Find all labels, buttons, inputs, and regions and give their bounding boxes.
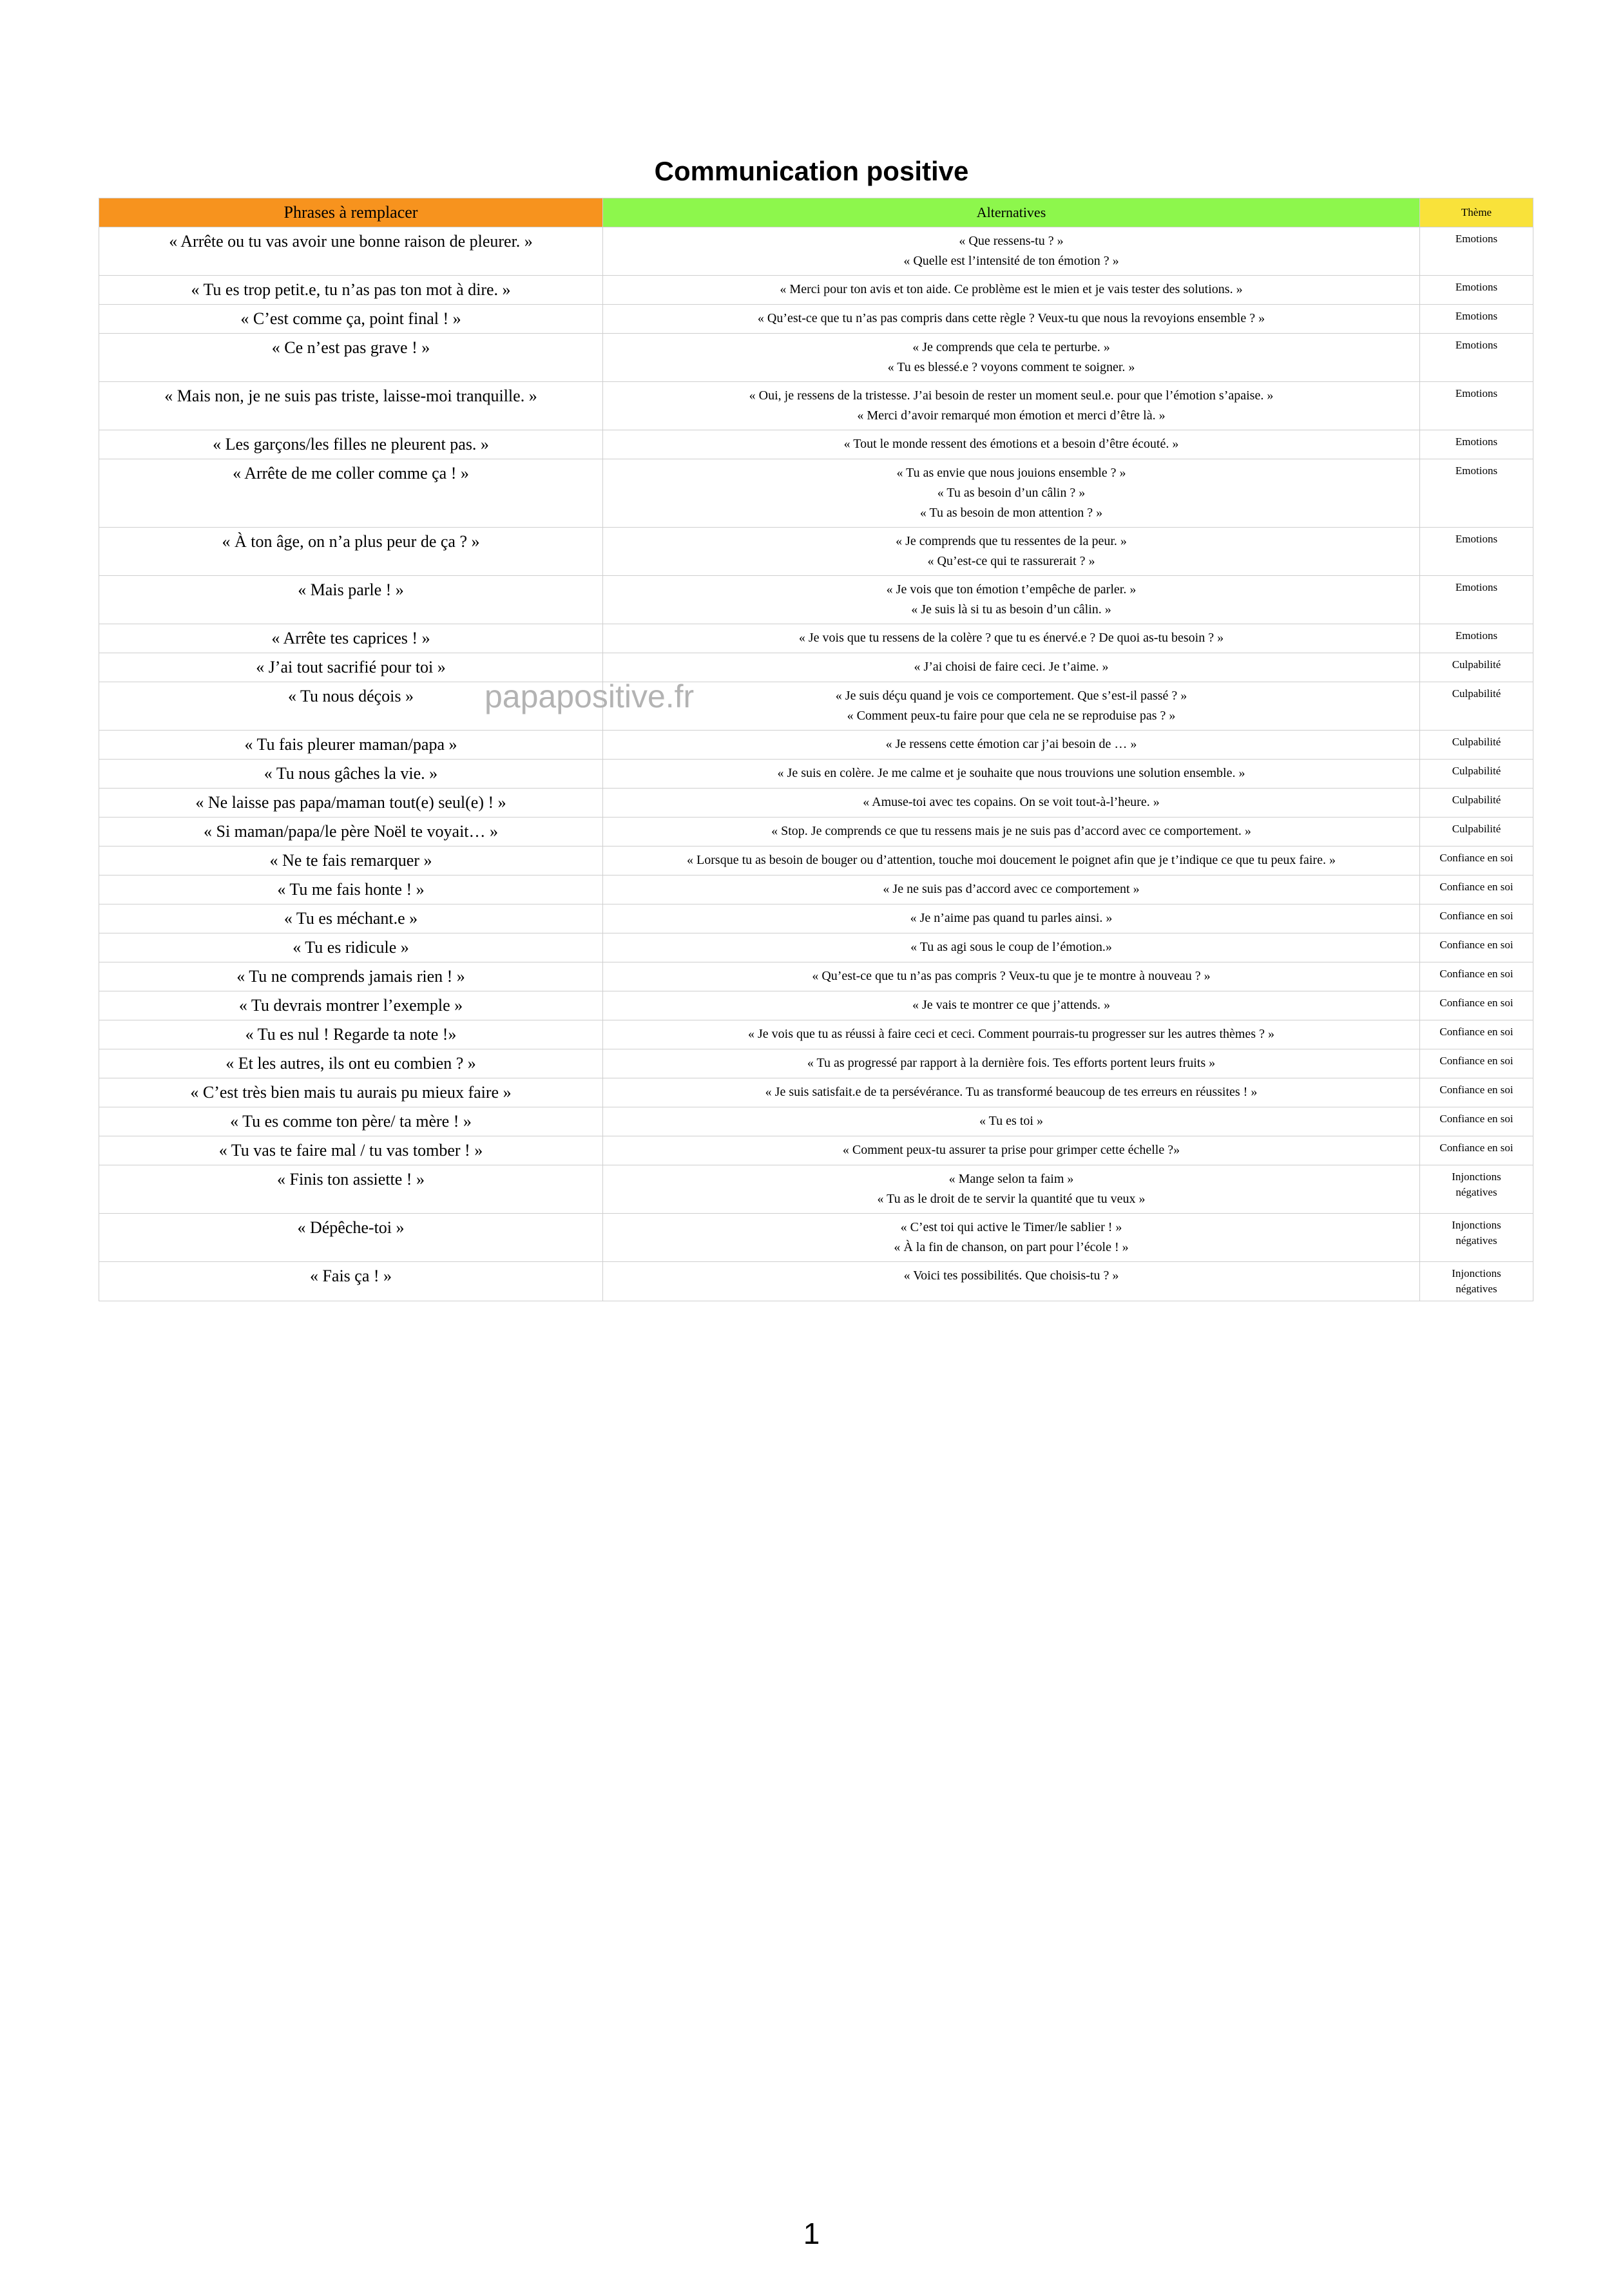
page-title: Communication positive [654, 156, 969, 186]
alternative-cell: « Oui, je ressens de la tristesse. J’ai besoin de rester un moment seul.e. pour que l’émotion s’apaise. » « Merci d’avoir remarqué mon émotion et merci d’être là. » [603, 382, 1420, 430]
alternative-cell: « Je ressens cette émotion car j’ai besoin de … » [603, 731, 1420, 760]
theme-cell: Injonctions négatives [1420, 1165, 1533, 1214]
phrase-cell: « Mais parle ! » [99, 576, 603, 624]
theme-cell: Emotions [1420, 528, 1533, 576]
phrase-cell: « Tu es comme ton père/ ta mère ! » [99, 1107, 603, 1136]
phrase-cell: « Tu devrais montrer l’exemple » [99, 991, 603, 1020]
phrase-cell: « Ne laisse pas papa/maman tout(e) seul(e) ! » [99, 789, 603, 818]
alternative-cell: « Mange selon ta faim » « Tu as le droit de te servir la quantité que tu veux » [603, 1165, 1420, 1214]
phrase-cell: « Les garçons/les filles ne pleurent pas. » [99, 430, 603, 459]
table-header-row [99, 198, 1533, 227]
table-row [99, 933, 1533, 962]
phrase-cell: « Tu es méchant.e » [99, 904, 603, 933]
theme-cell: Emotions [1420, 459, 1533, 528]
theme-cell: Injonctions négatives [1420, 1214, 1533, 1262]
table-row [99, 1049, 1533, 1078]
phrase-cell: « Tu es ridicule » [99, 933, 603, 962]
table-row [99, 334, 1533, 382]
table-row [99, 1020, 1533, 1049]
theme-cell: Confiance en soi [1420, 847, 1533, 875]
phrase-cell: « C’est comme ça, point final ! » [99, 305, 603, 334]
page-number: 1 [803, 2217, 820, 2250]
theme-cell: Emotions [1420, 576, 1533, 624]
table-row [99, 847, 1533, 875]
alternative-cell: « Merci pour ton avis et ton aide. Ce problème est le mien et je vais tester des solutions. » [603, 276, 1420, 305]
phrase-cell: « Mais non, je ne suis pas triste, laisse-moi tranquille. » [99, 382, 603, 430]
alternative-cell: « Stop. Je comprends ce que tu ressens mais je ne suis pas d’accord avec ce comportement. » [603, 818, 1420, 847]
table-row [99, 1262, 1533, 1301]
phrase-cell: « Si maman/papa/le père Noël te voyait… » [99, 818, 603, 847]
table-row [99, 1078, 1533, 1107]
phrase-cell: « Et les autres, ils ont eu combien ? » [99, 1049, 603, 1078]
theme-cell: Emotions [1420, 334, 1533, 382]
alternative-cell: « Je suis en colère. Je me calme et je souhaite que nous trouvions une solution ensemble. » [603, 760, 1420, 789]
phrase-cell: « Arrête tes caprices ! » [99, 624, 603, 653]
table-row [99, 227, 1533, 276]
alternative-cell: « Je vais te montrer ce que j’attends. » [603, 991, 1420, 1020]
alternative-cell: « Qu’est-ce que tu n’as pas compris dans cette règle ? Veux-tu que nous la revoyions ensemble ? » [603, 305, 1420, 334]
table-row [99, 991, 1533, 1020]
alternative-cell: « Tu as envie que nous jouions ensemble ? » « Tu as besoin d’un câlin ? » « Tu as besoin de mon attention ? » [603, 459, 1420, 528]
watermark: papapositive.fr [485, 678, 695, 714]
alternative-cell: « Je comprends que tu ressentes de la peur. » « Qu’est-ce qui te rassurerait ? » [603, 528, 1420, 576]
theme-cell: Emotions [1420, 305, 1533, 334]
theme-cell: Confiance en soi [1420, 1107, 1533, 1136]
alternative-cell: « Je suis satisfait.e de ta persévérance. Tu as transformé beaucoup de tes erreurs en réussites ! » [603, 1078, 1420, 1107]
alternative-cell: « Je vois que ton émotion t’empêche de parler. » « Je suis là si tu as besoin d’un câlin. » [603, 576, 1420, 624]
phrase-cell: « Tu me fais honte ! » [99, 875, 603, 904]
phrase-cell: « C’est très bien mais tu aurais pu mieux faire » [99, 1078, 603, 1107]
theme-cell: Confiance en soi [1420, 904, 1533, 933]
phrase-cell: « Tu es nul ! Regarde ta note !» [99, 1020, 603, 1049]
theme-cell: Culpabilité [1420, 682, 1533, 731]
alternative-cell: « Tu es toi » [603, 1107, 1420, 1136]
table-body [99, 227, 1533, 1301]
theme-cell: Emotions [1420, 430, 1533, 459]
alternative-cell: « Lorsque tu as besoin de bouger ou d’attention, touche moi doucement le poignet afin que je t’indique ce que tu peux faire. » [603, 847, 1420, 875]
phrase-cell: « Tu es trop petit.e, tu n’as pas ton mot à dire. » [99, 276, 603, 305]
table-row [99, 276, 1533, 305]
alternative-cell: « Je n’aime pas quand tu parles ainsi. » [603, 904, 1420, 933]
alternative-cell: « Je vois que tu ressens de la colère ? que tu es énervé.e ? De quoi as-tu besoin ? » [603, 624, 1420, 653]
theme-cell: Emotions [1420, 276, 1533, 305]
theme-cell: Injonctions négatives [1420, 1262, 1533, 1301]
header-phrases: Phrases à remplacer [99, 198, 603, 227]
alternative-cell: « Voici tes possibilités. Que choisis-tu ? » [603, 1262, 1420, 1301]
phrase-cell: « Tu nous gâches la vie. » [99, 760, 603, 789]
table-row [99, 818, 1533, 847]
theme-cell: Confiance en soi [1420, 991, 1533, 1020]
theme-cell: Confiance en soi [1420, 1136, 1533, 1165]
phrases-table [99, 198, 1533, 1301]
phrase-cell: « Tu fais pleurer maman/papa » [99, 731, 603, 760]
phrase-cell: « Dépêche-toi » [99, 1214, 603, 1262]
phrase-cell: « Ce n’est pas grave ! » [99, 334, 603, 382]
table-row [99, 624, 1533, 653]
alternative-cell: « C’est toi qui active le Timer/le sablier ! » « À la fin de chanson, on part pour l’école ! » [603, 1214, 1420, 1262]
alternative-cell: « Comment peux-tu assurer ta prise pour grimper cette échelle ?» [603, 1136, 1420, 1165]
table-row [99, 1165, 1533, 1214]
theme-cell: Emotions [1420, 227, 1533, 276]
theme-cell: Emotions [1420, 624, 1533, 653]
theme-cell: Culpabilité [1420, 731, 1533, 760]
table-row [99, 731, 1533, 760]
theme-cell: Confiance en soi [1420, 1020, 1533, 1049]
alternative-cell: « Tu as agi sous le coup de l’émotion.» [603, 933, 1420, 962]
alternative-cell: « Tu as progressé par rapport à la dernière fois. Tes efforts portent leurs fruits » [603, 1049, 1420, 1078]
phrase-cell: « Tu ne comprends jamais rien ! » [99, 962, 603, 991]
alternative-cell: « Que ressens-tu ? » « Quelle est l’intensité de ton émotion ? » [603, 227, 1420, 276]
alternative-cell: « Je ne suis pas d’accord avec ce comportement » [603, 875, 1420, 904]
alternative-cell: « Je vois que tu as réussi à faire ceci et ceci. Comment pourrais-tu progresser sur les autres thèmes ? » [603, 1020, 1420, 1049]
table-row [99, 682, 1533, 731]
phrase-cell: « À ton âge, on n’a plus peur de ça ? » [99, 528, 603, 576]
theme-cell: Confiance en soi [1420, 875, 1533, 904]
alternative-cell: « Amuse-toi avec tes copains. On se voit tout-à-l’heure. » [603, 789, 1420, 818]
theme-cell: Culpabilité [1420, 760, 1533, 789]
phrase-cell: « Arrête de me coller comme ça ! » [99, 459, 603, 528]
table-row [99, 760, 1533, 789]
theme-cell: Confiance en soi [1420, 1049, 1533, 1078]
table-row [99, 904, 1533, 933]
phrase-cell: « Finis ton assiette ! » [99, 1165, 603, 1214]
alternative-cell: « J’ai choisi de faire ceci. Je t’aime. » [603, 653, 1420, 682]
table-row [99, 430, 1533, 459]
phrase-cell: « Fais ça ! » [99, 1262, 603, 1301]
header-theme: Thème [1420, 198, 1533, 227]
phrase-cell: « Tu vas te faire mal / tu vas tomber ! » [99, 1136, 603, 1165]
phrase-cell: « Tu nous déçois » [99, 682, 603, 731]
table-row [99, 1214, 1533, 1262]
table-row [99, 653, 1533, 682]
header-alternatives: Alternatives [603, 198, 1420, 227]
theme-cell: Confiance en soi [1420, 962, 1533, 991]
alternative-cell: « Qu’est-ce que tu n’as pas compris ? Veux-tu que je te montre à nouveau ? » [603, 962, 1420, 991]
phrase-cell: « J’ai tout sacrifié pour toi » [99, 653, 603, 682]
alternative-cell: « Je comprends que cela te perturbe. » « Tu es blessé.e ? voyons comment te soigner. » [603, 334, 1420, 382]
phrase-cell: « Ne te fais remarquer » [99, 847, 603, 875]
table-row [99, 1136, 1533, 1165]
table-row [99, 1107, 1533, 1136]
theme-cell: Culpabilité [1420, 653, 1533, 682]
table-row [99, 789, 1533, 818]
table-row [99, 382, 1533, 430]
table-row [99, 305, 1533, 334]
theme-cell: Confiance en soi [1420, 933, 1533, 962]
theme-cell: Culpabilité [1420, 789, 1533, 818]
table-row [99, 576, 1533, 624]
table-row [99, 528, 1533, 576]
phrase-cell: « Arrête ou tu vas avoir une bonne raison de pleurer. » [99, 227, 603, 276]
table-row [99, 962, 1533, 991]
table-row [99, 459, 1533, 528]
theme-cell: Emotions [1420, 382, 1533, 430]
theme-cell: Confiance en soi [1420, 1078, 1533, 1107]
alternative-cell: « Tout le monde ressent des émotions et a besoin d’être écouté. » [603, 430, 1420, 459]
alternative-cell: « Je suis déçu quand je vois ce comportement. Que s’est-il passé ? » « Comment peux-tu faire pour que cela ne se reproduise pas ? » [603, 682, 1420, 731]
theme-cell: Culpabilité [1420, 818, 1533, 847]
table-row [99, 875, 1533, 904]
